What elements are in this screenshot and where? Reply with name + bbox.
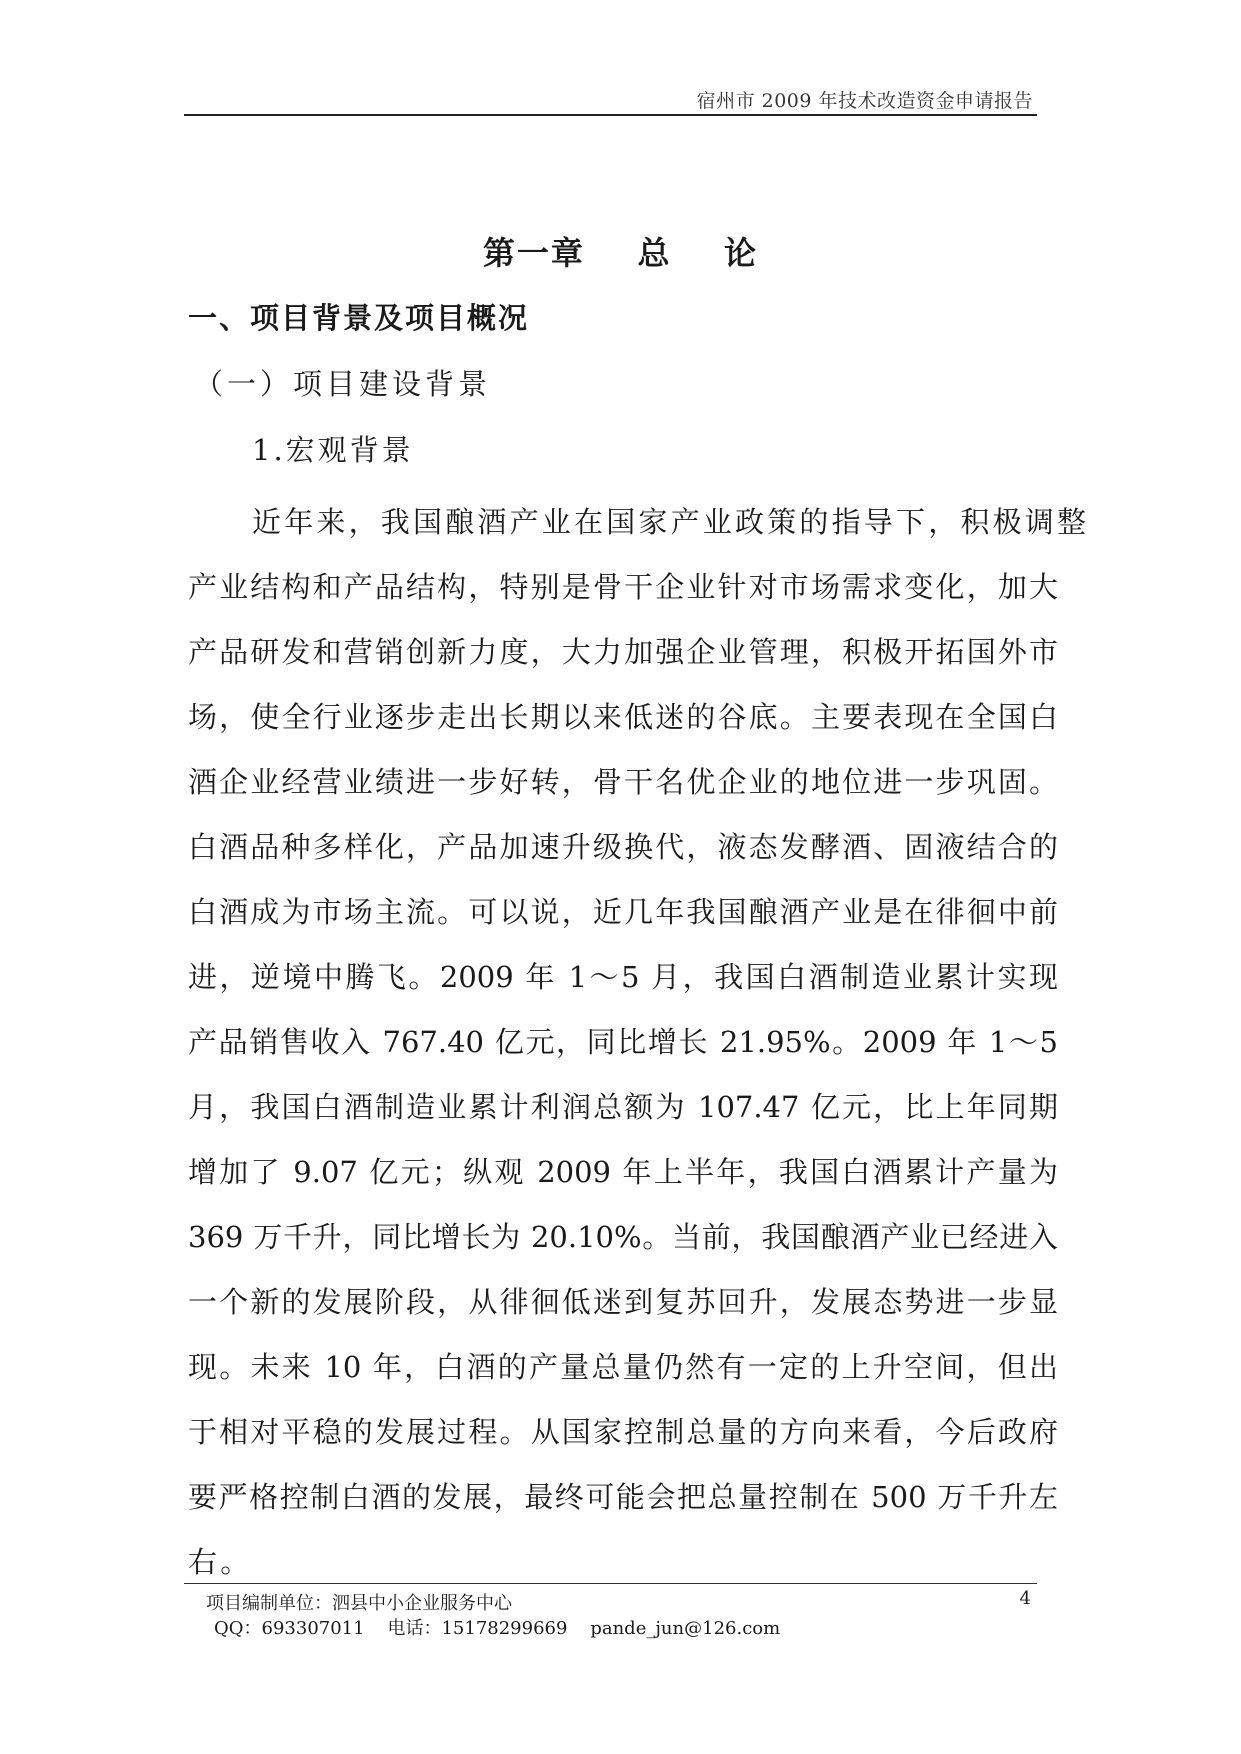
running-header: 宿州市 2009 年技术改造资金申请报告 (696, 90, 1033, 112)
chapter-title: 第一章 总 论 (482, 234, 759, 272)
footer-contact: QQ：693307011 电话：15178299669 pande_jun@126.com (214, 1618, 781, 1639)
body-line: 369 万千升，同比增长为 20.10%。当前，我国酿酒产业已经进入 (188, 1220, 1058, 1254)
body-paragraph (188, 490, 1090, 1595)
body-line: 一个新的发展阶段，从徘徊低迷到复苏回升，发展态势进一步显 (188, 1285, 1058, 1319)
body-line: 场，使全行业逐步走出长期以来低迷的谷底。主要表现在全国白 (188, 700, 1058, 734)
body-line: 近年来，我国酿酒产业在国家产业政策的指导下，积极调整 (252, 505, 1090, 539)
body-line: 白酒品种多样化，产品加速升级换代，液态发酵酒、固液结合的 (188, 830, 1058, 864)
body-line: 白酒成为市场主流。可以说，近几年我国酿酒产业是在徘徊中前 (188, 895, 1058, 929)
body-line: 产品销售收入 767.40 亿元，同比增长 21.95%。2009 年 1～5 (188, 1025, 1058, 1059)
body-line: 于相对平稳的发展过程。从国家控制总量的方向来看，今后政府 (188, 1415, 1058, 1449)
page-number: 4 (1019, 1588, 1031, 1609)
body-line: 右。 (188, 1545, 253, 1579)
subsection-heading: （一）项目建设背景 (194, 367, 492, 401)
body-line: 产业结构和产品结构，特别是骨干企业针对市场需求变化，加大 (188, 570, 1058, 604)
header-rule (184, 114, 1037, 116)
body-line: 要严格控制白酒的发展，最终可能会把总量控制在 500 万千升左 (188, 1480, 1058, 1514)
footer-unit: 项目编制单位：泗县中小企业服务中心 (206, 1593, 512, 1614)
body-line: 现。未来 10 年，白酒的产量总量仍然有一定的上升空间，但出 (188, 1350, 1058, 1384)
section-heading: 一、项目背景及项目概况 (188, 301, 530, 335)
body-line: 进，逆境中腾飞。2009 年 1～5 月，我国白酒制造业累计实现 (188, 960, 1058, 994)
footer-rule (184, 1583, 1037, 1584)
body-line: 月，我国白酒制造业累计利润总额为 107.47 亿元，比上年同期 (188, 1090, 1058, 1124)
body-line: 增加了 9.07 亿元；纵观 2009 年上半年，我国白酒累计产量为 (188, 1155, 1058, 1189)
body-line: 产品研发和营销创新力度，大力加强企业管理，积极开拓国外市 (188, 635, 1058, 669)
sub-sub-heading: 1.宏观背景 (252, 433, 414, 467)
body-line: 酒企业经营业绩进一步好转，骨干名优企业的地位进一步巩固。 (188, 765, 1058, 799)
